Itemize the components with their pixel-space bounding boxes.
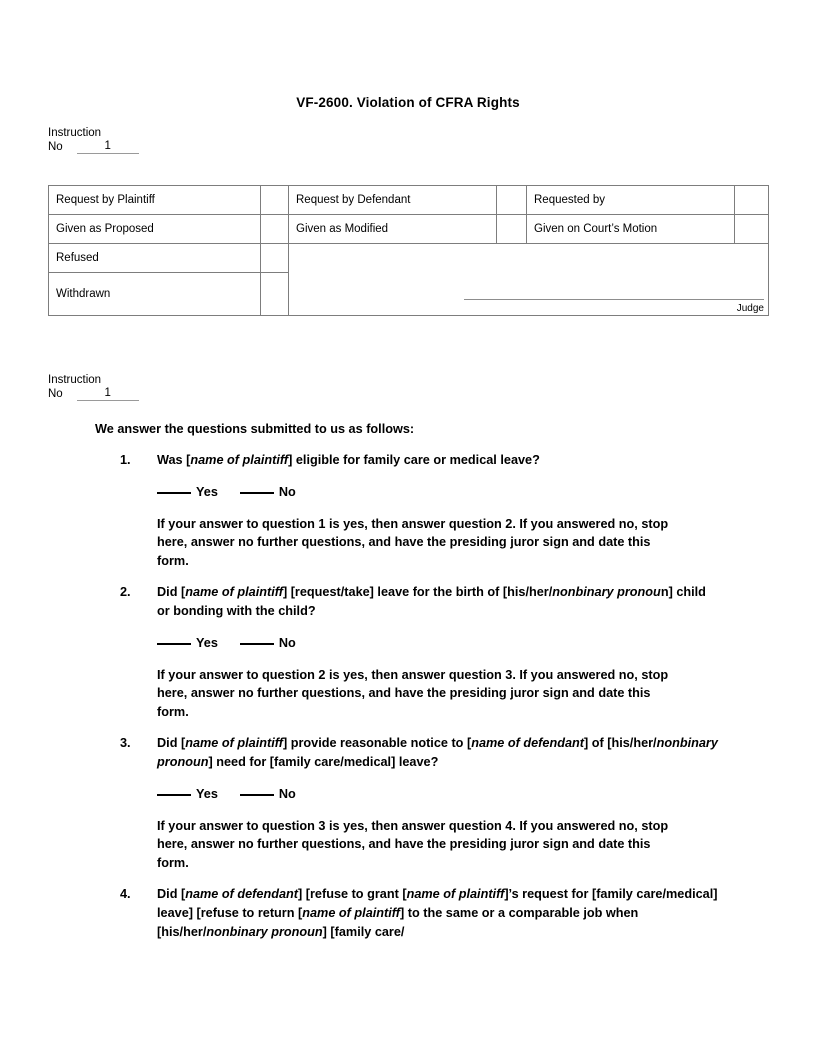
instruction-no-value-1[interactable]: 1 <box>77 140 139 154</box>
question-2-no-blank[interactable] <box>240 643 274 645</box>
page-title: VF-2600. Violation of CFRA Rights <box>296 95 520 110</box>
question-3-number: 3. <box>120 736 131 751</box>
checkbox-request-by-plaintiff[interactable] <box>261 186 289 215</box>
cell-given-as-modified: Given as Modified <box>289 215 497 244</box>
question-1-note: If your answer to question 1 is yes, then answer question 2. If you answered no, stop here, answer no further questions, and have the presiding juror sign and date this form. <box>157 516 669 568</box>
question-4 <box>120 885 816 941</box>
question-3-no-blank[interactable] <box>240 794 274 796</box>
judge-signature-line[interactable] <box>464 299 764 300</box>
instruction-no-row-2 <box>48 387 139 401</box>
table-row <box>49 215 769 244</box>
instruction-no-label-2: No <box>48 388 63 400</box>
table-row <box>49 186 769 215</box>
checkbox-withdrawn[interactable] <box>261 273 289 316</box>
verdict-body <box>0 420 816 941</box>
judge-signature-wrap <box>289 244 768 315</box>
instruction-no-value-2[interactable]: 1 <box>77 387 139 401</box>
question-1-no-label: No <box>278 484 296 499</box>
question-2-yes-blank[interactable] <box>157 643 191 645</box>
cell-request-by-plaintiff: Request by Plaintiff <box>49 186 261 215</box>
disposition-table <box>48 185 769 316</box>
question-3-yes-blank[interactable] <box>157 794 191 796</box>
checkbox-refused[interactable] <box>261 244 289 273</box>
question-2-text: Did [name of plaintiff] [request/take] leave for the birth of [his/her/nonbinary pronoun] child or bonding with the child? <box>157 585 706 618</box>
instruction-no-block-1 <box>48 126 139 154</box>
question-3-yes-label: Yes <box>196 786 218 801</box>
verdict-lead-in: We answer the questions submitted to us as follows: <box>95 422 415 436</box>
checkbox-given-on-courts-motion[interactable] <box>735 215 769 244</box>
question-3-no-label: No <box>278 786 296 801</box>
question-2-note: If your answer to question 2 is yes, then answer question 3. If you answered no, stop here, answer no further questions, and have the presiding juror sign and date this form. <box>157 667 669 719</box>
cell-given-on-courts-motion: Given on Court’s Motion <box>527 215 735 244</box>
question-2-yes-label: Yes <box>196 635 218 650</box>
question-1-answer-line <box>157 483 816 501</box>
judge-signature-area[interactable] <box>289 244 769 316</box>
cell-given-as-proposed: Given as Proposed <box>49 215 261 244</box>
instruction-no-block-2 <box>48 373 139 401</box>
question-3-note: If your answer to question 3 is yes, then answer question 4. If you answered no, stop here, answer no further questions, and have the presiding juror sign and date this form. <box>157 818 669 870</box>
cell-request-by-defendant: Request by Defendant <box>289 186 497 215</box>
instruction-no-row-1 <box>48 140 139 154</box>
question-2-answer-line <box>157 634 816 652</box>
instruction-label-2: Instruction <box>48 374 102 386</box>
question-2-number: 2. <box>120 585 131 600</box>
cell-withdrawn: Withdrawn <box>49 273 261 316</box>
checkbox-given-as-modified[interactable] <box>497 215 527 244</box>
question-2 <box>120 583 816 620</box>
question-4-text: Did [name of defendant] [refuse to grant [name of plaintiff]’s request for [family care/medical] leave] [refuse to return [name of plaintiff] to the same or a comparable job when [his/her/nonbinary pronoun] [family care/ <box>157 887 718 939</box>
question-3-answer-line <box>157 785 816 803</box>
question-1-yes-blank[interactable] <box>157 492 191 494</box>
table-row <box>49 244 769 273</box>
question-1-no-blank[interactable] <box>240 492 274 494</box>
checkbox-requested-by[interactable] <box>735 186 769 215</box>
question-2-no-label: No <box>278 635 296 650</box>
question-3-text: Did [name of plaintiff] provide reasonable notice to [name of defendant] of [his/her/nonbinary pronoun] need for [family care/medical] leave? <box>157 736 718 769</box>
instruction-no-label-1: No <box>48 141 63 153</box>
cell-requested-by: Requested by <box>527 186 735 215</box>
judge-label: Judge <box>736 303 764 314</box>
cell-refused: Refused <box>49 244 261 273</box>
checkbox-request-by-defendant[interactable] <box>497 186 527 215</box>
question-1 <box>120 451 816 470</box>
question-1-yes-label: Yes <box>196 484 218 499</box>
question-1-number: 1. <box>120 453 131 467</box>
question-4-number: 4. <box>120 887 131 902</box>
checkbox-given-as-proposed[interactable] <box>261 215 289 244</box>
instruction-label-1: Instruction <box>48 127 102 139</box>
question-3 <box>120 734 816 771</box>
question-1-text: Was [name of plaintiff] eligible for family care or medical leave? <box>157 453 540 467</box>
